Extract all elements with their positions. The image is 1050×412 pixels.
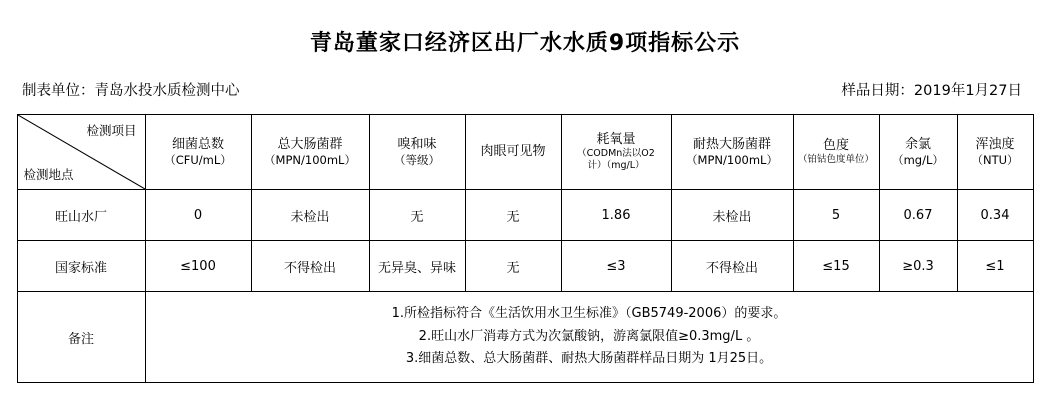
cell-total-coliform: 不得检出 <box>251 241 369 292</box>
cell-total-coliform: 未检出 <box>251 190 369 241</box>
column-header-turbidity <box>957 115 1033 190</box>
column-header-residual-chlorine <box>879 115 957 190</box>
column-header-chroma <box>793 115 879 190</box>
notes-body <box>145 292 1033 383</box>
col-name: 色度 <box>822 137 849 153</box>
corner-top-label: 检测项目 <box>86 123 137 138</box>
col-unit: （MPN/100mL） <box>264 152 356 167</box>
table-header-row <box>17 115 1033 190</box>
meta-row <box>0 57 1050 100</box>
col-unit: （mg/L） <box>892 152 944 167</box>
cell-visible-matter: 无 <box>465 190 561 241</box>
cell-oxygen-consumption: 1.86 <box>561 190 671 241</box>
column-header-oxygen-consumption <box>561 115 671 190</box>
col-unit: （CODMn法以O2 <box>577 148 655 160</box>
row-label-plant: 旺山水厂 <box>17 190 145 241</box>
table-row <box>17 190 1033 241</box>
notes-row <box>17 292 1033 383</box>
water-quality-table <box>17 114 1034 383</box>
col-unit: （等级） <box>394 152 440 167</box>
column-header-bacteria-count <box>145 115 251 190</box>
col-name: 细菌总数 <box>171 136 224 152</box>
corner-header-cell <box>17 115 145 190</box>
col-name: 余氯 <box>904 136 931 152</box>
row-label-standard: 国家标准 <box>17 241 145 292</box>
cell-chroma: 5 <box>793 190 879 241</box>
cell-bacteria-count: 0 <box>145 190 251 241</box>
sample-date-label: 样品日期：2019年1月27日 <box>841 83 1022 99</box>
cell-turbidity: ≤1 <box>957 241 1033 292</box>
col-unit: （MPN/100mL） <box>686 152 778 167</box>
cell-residual-chlorine: 0.67 <box>879 190 957 241</box>
page-title: 青岛董家口经济区出厂水水质9项指标公示 <box>309 31 741 56</box>
cell-turbidity: 0.34 <box>957 190 1033 241</box>
column-header-visible-matter <box>465 115 561 190</box>
maker-unit-label: 制表单位：青岛水投水质检测中心 <box>22 83 240 99</box>
column-header-thermotolerant-coliform <box>671 115 793 190</box>
column-header-total-coliform <box>251 115 369 190</box>
cell-odor-taste: 无异臭、异味 <box>369 241 465 292</box>
cell-thermotolerant-coliform: 未检出 <box>671 190 793 241</box>
cell-residual-chlorine: ≥0.3 <box>879 241 957 292</box>
col-unit-2: （铂钴色度单位） <box>797 154 874 166</box>
cell-oxygen-consumption: ≤3 <box>561 241 671 292</box>
col-name: 耗氧量 <box>596 132 636 147</box>
notes-label: 备注 <box>17 292 145 383</box>
col-name: 总大肠菌群 <box>277 136 343 152</box>
column-header-odor-taste <box>369 115 465 190</box>
note-line-1: 1.所检指标符合《生活饮用水卫生标准》（GB5749-2006）的要求。 <box>391 305 787 321</box>
table-row <box>17 241 1033 292</box>
col-unit: （NTU） <box>971 152 1019 167</box>
col-name: 浑浊度 <box>975 136 1015 152</box>
col-name: 耐热大肠菌群 <box>692 136 771 152</box>
note-line-3: 3.细菌总数、总大肠菌群、耐热大肠菌群样品日期为 1月25日。 <box>405 351 773 367</box>
cell-bacteria-count: ≤100 <box>145 241 251 292</box>
cell-visible-matter: 无 <box>465 241 561 292</box>
col-name: 肉眼可见物 <box>480 143 546 159</box>
cell-thermotolerant-coliform: 不得检出 <box>671 241 793 292</box>
cell-odor-taste: 无 <box>369 190 465 241</box>
corner-bottom-label: 检测地点 <box>23 167 74 182</box>
cell-chroma: ≤15 <box>793 241 879 292</box>
note-line-2: 2.旺山水厂消毒方式为次氯酸钠，游离氯限值≥0.3mg/L 。 <box>418 328 760 344</box>
col-unit: （CFU/mL） <box>164 152 232 167</box>
col-name: 嗅和味 <box>397 136 437 152</box>
col-unit-2: 计）（mg/L） <box>587 160 645 172</box>
